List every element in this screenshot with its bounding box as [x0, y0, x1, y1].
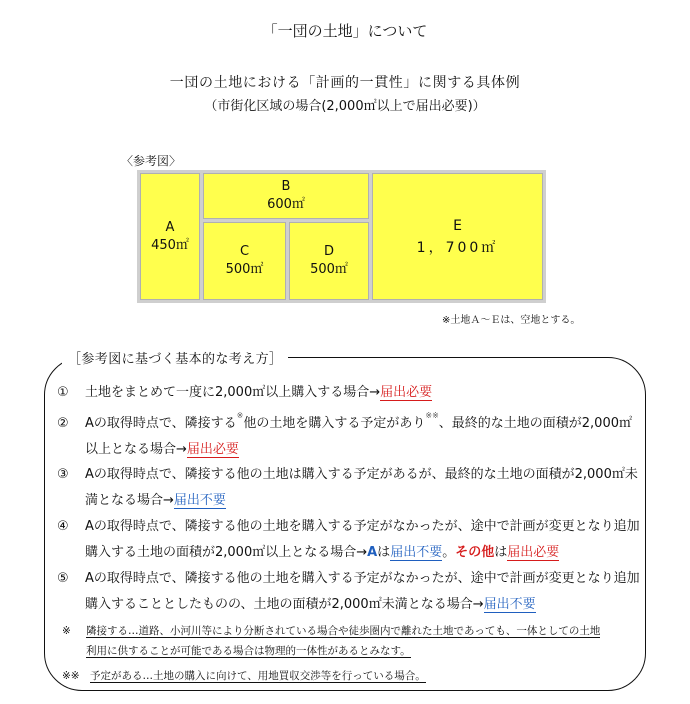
item-text: 。 — [442, 545, 456, 560]
footnote-mark: ※ — [62, 625, 71, 637]
lot-name: D — [323, 244, 334, 259]
lot-area: 600㎡ — [267, 197, 305, 212]
item-text: Aの取得時点で、隣接する他の土地を購入する予定がなかったが、途中で計画が変更となり追加 — [85, 519, 640, 534]
item-text: 土地をまとめて一度に2,000㎡以上購入する場合→ — [85, 385, 381, 400]
lot-name: B — [281, 179, 291, 194]
item-number: ⑤ — [57, 571, 69, 586]
footnote-mark: ※ — [236, 411, 244, 420]
item-text: 購入することとしたものの、土地の面積が2,000㎡未満となる場合→ — [85, 597, 484, 612]
item-number: ② — [57, 416, 69, 431]
result-required: 届出必要 — [507, 545, 560, 560]
lot-name: E — [453, 217, 462, 234]
principle-item-1 — [57, 380, 657, 406]
item-text: 以上となる場合→ — [85, 442, 187, 457]
lot-name: A — [165, 219, 175, 235]
page-title: 「一団の土地」について — [262, 22, 428, 40]
item-text: Aの取得時点で、隣接する — [85, 416, 237, 431]
item-text: は — [377, 545, 391, 560]
item-number: ④ — [57, 519, 69, 534]
result-required: 届出必要 — [380, 385, 433, 400]
reference-map — [137, 170, 546, 303]
lot-c — [203, 222, 286, 300]
lot-name: C — [239, 244, 250, 259]
subtitle: 一団の土地における「計画的一貫性」に関する具体例 — [169, 75, 521, 91]
item-text: Aの取得時点で、隣接する他の土地は購入する予定があるが、最終的な土地の面積が2,000㎡未 — [85, 467, 638, 482]
principles-header: ［参考図に基づく基本的な考え方］ — [62, 348, 288, 367]
subtitle-note: （市街化区域の場合(2,000㎡以上で届出必要)） — [204, 99, 486, 114]
item-number: ① — [57, 385, 69, 400]
footnote-mark: ※※ — [62, 670, 80, 682]
footnote-text: 隣接する…道路、小河川等により分断されている場合や徒歩圏内で離れた土地であっても、一体としての土地 — [86, 625, 601, 637]
result-not-required: 届出不要 — [173, 493, 226, 508]
figure-label: 〈参考図〉 — [121, 154, 182, 168]
lot-a — [140, 173, 200, 300]
lot-area: 450㎡ — [151, 237, 189, 253]
item-text: 購入する土地の面積が2,000㎡以上となる場合→ — [85, 545, 368, 560]
lot-e — [372, 173, 543, 300]
result-required: 届出必要 — [186, 442, 239, 457]
item-text: 満となる場合→ — [85, 493, 174, 508]
footnote-mark: ※※ — [425, 411, 439, 420]
result-not-required: 届出不要 — [483, 597, 536, 612]
lot-area: 1，700㎡ — [416, 239, 499, 256]
footnote-plan — [62, 666, 652, 686]
item-text: は — [494, 545, 508, 560]
result-not-required: 届出不要 — [390, 545, 443, 560]
item-text: 、最終的な土地の面積が2,000㎡ — [438, 416, 632, 431]
footnote-text: 予定がある…土地の購入に向けて、用地買収交渉等を行っている場合。 — [90, 670, 426, 682]
lot-d — [289, 222, 369, 300]
principle-item-5 — [57, 566, 657, 618]
principle-item-2 — [57, 411, 657, 463]
footnote-text: 利用に供することが可能である場合は物理的一体性があるとみなす。 — [86, 645, 411, 657]
item-text: 他の土地を購入する予定があり — [243, 416, 426, 431]
figure-note: ※土地Ａ～Ｅは、空地とする。 — [442, 315, 581, 326]
lot-b — [203, 173, 369, 219]
footnote-adjacent — [62, 621, 652, 661]
item-number: ③ — [57, 467, 69, 482]
other-lots-ref: その他 — [455, 545, 495, 560]
principle-item-3 — [57, 462, 657, 514]
lot-area: 500㎡ — [310, 262, 348, 277]
principle-item-4 — [57, 514, 657, 566]
item-text: Aの取得時点で、隣接する他の土地を購入する予定がなかったが、途中で計画が変更となり追加 — [85, 571, 640, 586]
lot-area: 500㎡ — [225, 262, 264, 277]
lot-a-ref: A — [367, 545, 378, 560]
